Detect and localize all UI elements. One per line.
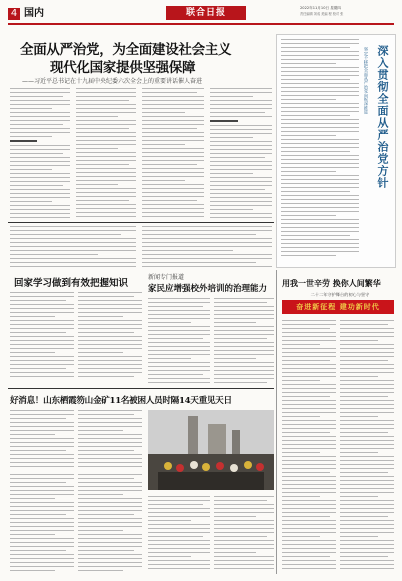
article2-rule (8, 222, 274, 223)
article2-headline: 回家学习做到有效把握知识 (14, 278, 129, 289)
slogan-headline: 用我一世辛劳 换你人间繁华 (282, 278, 381, 288)
article4-rule (8, 388, 274, 389)
page-number-badge: 4 (8, 8, 20, 20)
article4-body-2 (78, 410, 142, 470)
editor-line: 责任编辑 刘成 美编 程 校对 张 (300, 12, 344, 16)
lead-column-1 (10, 88, 70, 220)
lead-headline-2: 现代化国家提供坚强保障 (50, 60, 196, 76)
article4-headline: 好消息！山东栖霞笏山金矿11名被困人员时隔14天重见天日 (10, 396, 232, 406)
sidebar-title: 深入贯彻全面从严治党方针 (376, 45, 389, 189)
article3-body-2 (214, 298, 274, 388)
slogan-body-1 (282, 320, 336, 574)
article3-body-1 (148, 298, 210, 388)
article3-headline: 家民应增强校外培训的治理能力 (148, 284, 268, 294)
lead-column-4 (210, 88, 272, 220)
bottom-body-4 (214, 496, 274, 574)
bottom-body-3 (148, 496, 210, 574)
header-rule (8, 23, 394, 25)
article2-right-column (142, 226, 272, 270)
lead-subhead: ——习近平总书记在十九届中央纪委六次全会上的重要讲话催人奋进 (22, 78, 203, 85)
lead-column-2 (76, 88, 136, 220)
sidebar-text-1 (281, 39, 359, 263)
rescue-photo (148, 410, 274, 490)
rescue-photo-graphic (148, 410, 274, 490)
article4-body-1 (10, 410, 74, 470)
bottom-body-1 (10, 474, 74, 574)
slogan-banner: 奋进新征程 建功新时代 (282, 300, 394, 314)
lead-column-3 (142, 88, 204, 220)
slogan-body-2 (340, 320, 394, 574)
article2-body (10, 292, 74, 382)
article2-body-2 (78, 292, 142, 382)
sidebar-box (276, 34, 396, 268)
article2-left-column (10, 226, 136, 270)
sidebar-subtitle: 坚定不移把全面从严治党向纵深推进 (364, 47, 369, 115)
masthead: 联合日报 (166, 6, 246, 20)
lead-headline-1: 全面从严治党，为全面建设社会主义 (20, 42, 232, 58)
section-label: 国内 (24, 8, 44, 19)
article3-kicker: 新闻专门报道 (148, 274, 185, 281)
slogan-subline: 二十二年守护舞台的初心与坚守 (310, 292, 370, 297)
main-divider (276, 270, 277, 574)
bottom-body-2 (78, 474, 142, 574)
date-line: 2022年11月10日 星期四 (300, 6, 341, 10)
